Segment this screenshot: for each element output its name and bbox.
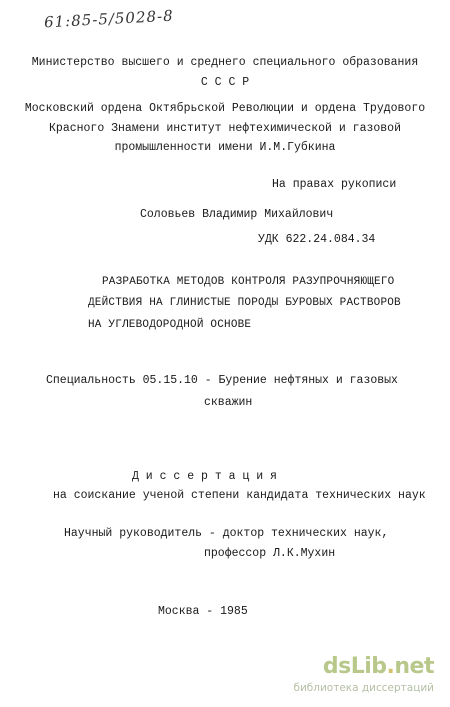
city-year: Москва - 1985 xyxy=(158,605,248,618)
country-line: С С С Р xyxy=(200,76,250,89)
institute-line-2: Красного Знамени институт нефтехимической и газовой xyxy=(49,122,401,135)
watermark-logo xyxy=(323,654,434,679)
specialty-line-2: скважин xyxy=(204,396,253,409)
institute-line-1: Московский ордена Октябрьской Революции и ордена Трудового xyxy=(24,102,426,115)
degree-line: на соискание ученой степени кандидата технических наук xyxy=(53,489,426,502)
supervisor-line-1: Научный руководитель - доктор технических наук, xyxy=(64,527,389,540)
ministry-line: Министерство высшего и среднего специального образования xyxy=(31,56,419,69)
institute-line-3: промышленности имени И.М.Губкина xyxy=(114,141,336,154)
watermark-logo-dot: . xyxy=(386,654,395,679)
handwritten-catalog-code: 61:85-5/5028-8 xyxy=(43,6,175,32)
supervisor-line-2: профессор Л.К.Мухин xyxy=(204,547,336,560)
watermark xyxy=(293,654,434,698)
manuscript-rights: На правах рукописи xyxy=(272,178,397,191)
dissertation-heading: Д и с с е р т а ц и я xyxy=(132,470,277,483)
title-line-2: ДЕЙСТВИЯ НА ГЛИНИСТЫЕ ПОРОДЫ БУРОВЫХ РАСТВОРОВ xyxy=(88,297,401,309)
watermark-logo-tld: net xyxy=(394,654,434,679)
udk-code: УДК 622.24.084.34 xyxy=(258,233,376,246)
watermark-logo-main: dsLib xyxy=(322,654,387,679)
title-line-3: НА УГЛЕВОДОРОДНОЙ ОСНОВЕ xyxy=(88,319,252,331)
title-line-1: РАЗРАБОТКА МЕТОДОВ КОНТРОЛЯ РАЗУПРОЧНЯЮЩЕГО xyxy=(102,276,395,288)
watermark-subtitle: библиотека диссертаций xyxy=(293,682,434,694)
author-name: Соловьев Владимир Михайлович xyxy=(140,208,334,221)
specialty-line-1: Специальность 05.15.10 - Бурение нефтяных и газовых xyxy=(46,374,398,387)
